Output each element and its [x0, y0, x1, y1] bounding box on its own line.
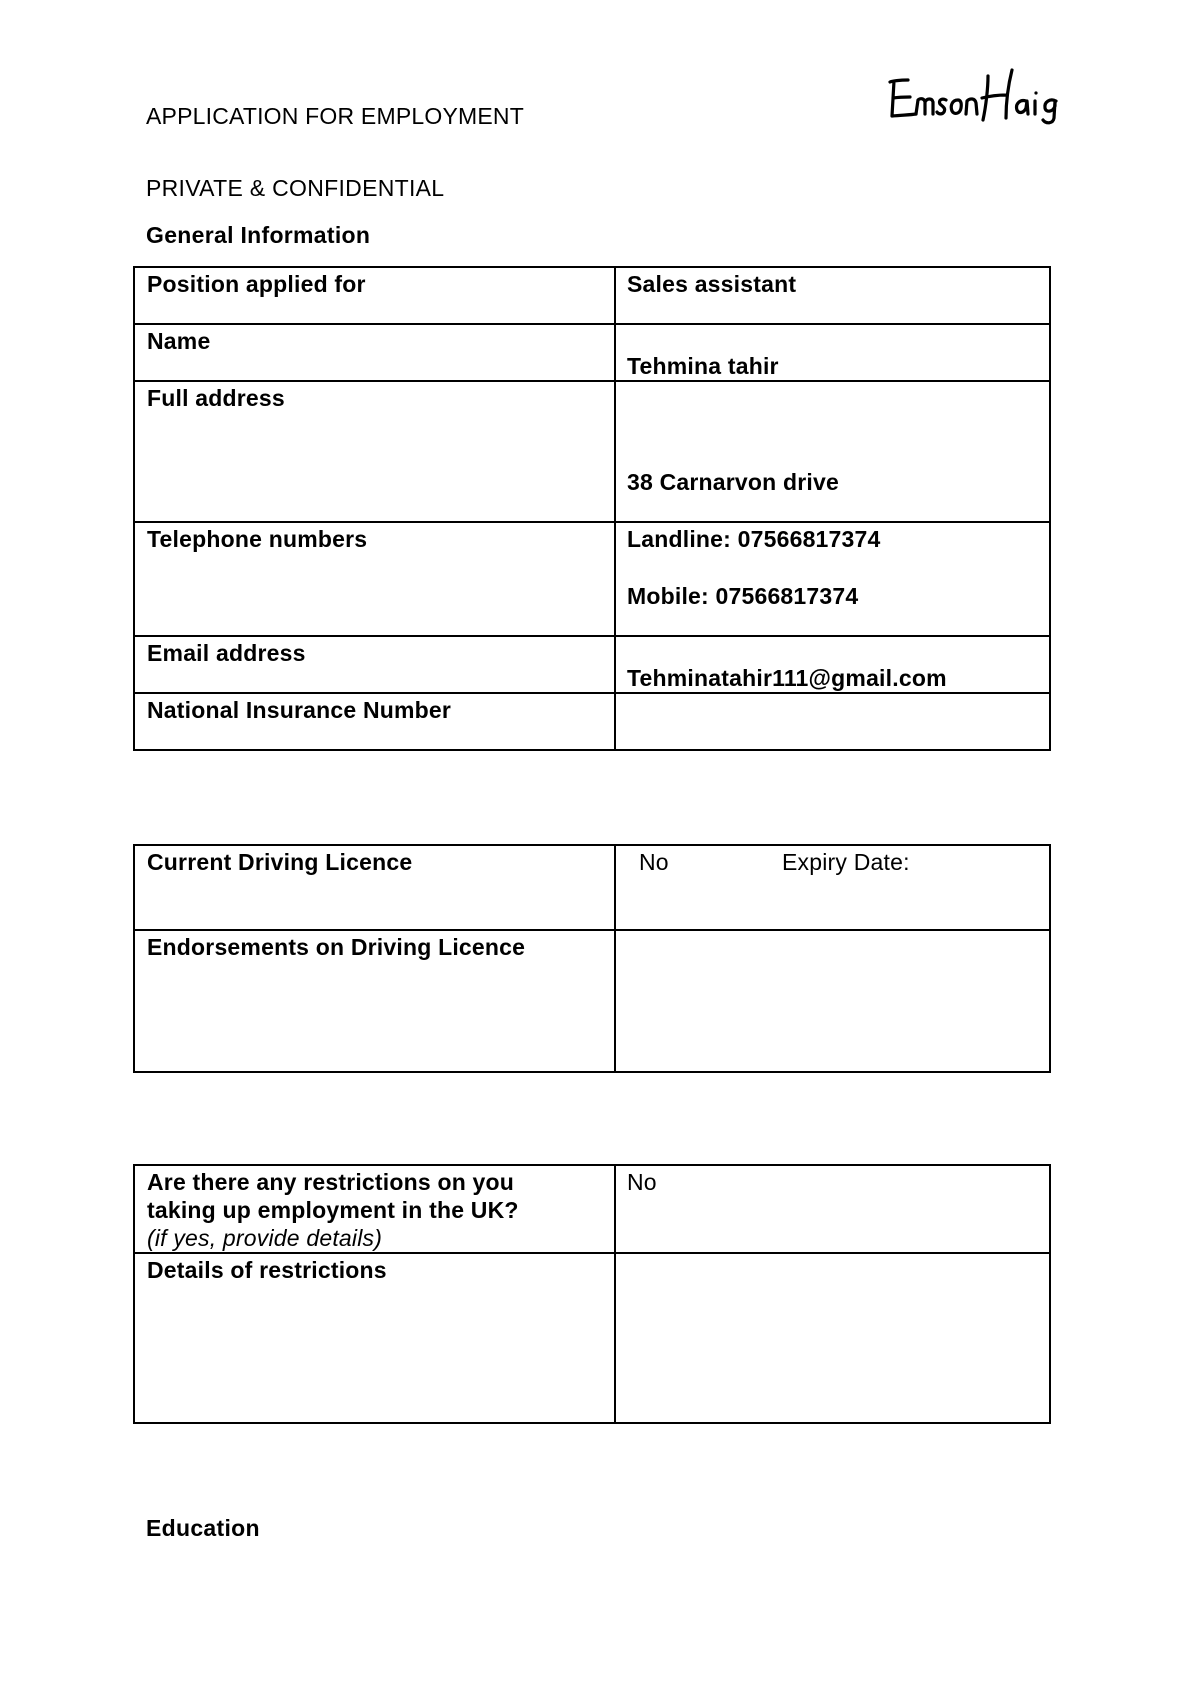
driving-licence-label: Current Driving Licence [134, 845, 615, 930]
restrictions-question-line1: Are there any restrictions on you [147, 1169, 515, 1195]
endorsements-value[interactable] [615, 930, 1050, 1072]
email-value: Tehminatahir111@gmail.com [627, 665, 947, 691]
emson-haig-logo [888, 68, 1064, 126]
expiry-date-label: Expiry Date: [782, 849, 910, 875]
restrictions-table [133, 1164, 1051, 1424]
name-cell[interactable] [615, 324, 1050, 381]
telephone-label: Telephone numbers [134, 522, 615, 636]
address-label: Full address [134, 381, 615, 522]
national-insurance-label: National Insurance Number [134, 693, 615, 750]
driving-licence-value: No [639, 849, 669, 875]
address-cell[interactable] [615, 381, 1050, 522]
driving-licence-table [133, 844, 1051, 1073]
restrictions-question-cell [134, 1165, 615, 1253]
mobile-value: Mobile: 07566817374 [627, 583, 859, 609]
general-information-heading: General Information [146, 222, 371, 248]
address-value: 38 Carnarvon drive [627, 469, 839, 495]
restrictions-details-label: Details of restrictions [134, 1253, 615, 1423]
telephone-cell[interactable] [615, 522, 1050, 636]
confidentiality-heading: PRIVATE & CONFIDENTIAL [146, 175, 445, 201]
education-heading: Education [146, 1515, 260, 1541]
landline-value: Landline: 07566817374 [627, 526, 881, 552]
position-value[interactable]: Sales assistant [615, 267, 1050, 324]
restrictions-details-value[interactable] [615, 1253, 1050, 1423]
email-label: Email address [134, 636, 615, 693]
national-insurance-value[interactable] [615, 693, 1050, 750]
restrictions-answer[interactable]: No [615, 1165, 1050, 1253]
name-label: Name [134, 324, 615, 381]
document-title: APPLICATION FOR EMPLOYMENT [146, 103, 524, 129]
name-value: Tehmina tahir [627, 353, 779, 379]
position-label: Position applied for [134, 267, 615, 324]
restrictions-question-note: (if yes, provide details) [147, 1225, 383, 1251]
endorsements-label: Endorsements on Driving Licence [134, 930, 615, 1072]
general-information-table [133, 266, 1051, 751]
restrictions-question-line2: taking up employment in the UK? [147, 1197, 519, 1223]
driving-licence-cell[interactable] [615, 845, 1050, 930]
email-cell[interactable] [615, 636, 1050, 693]
